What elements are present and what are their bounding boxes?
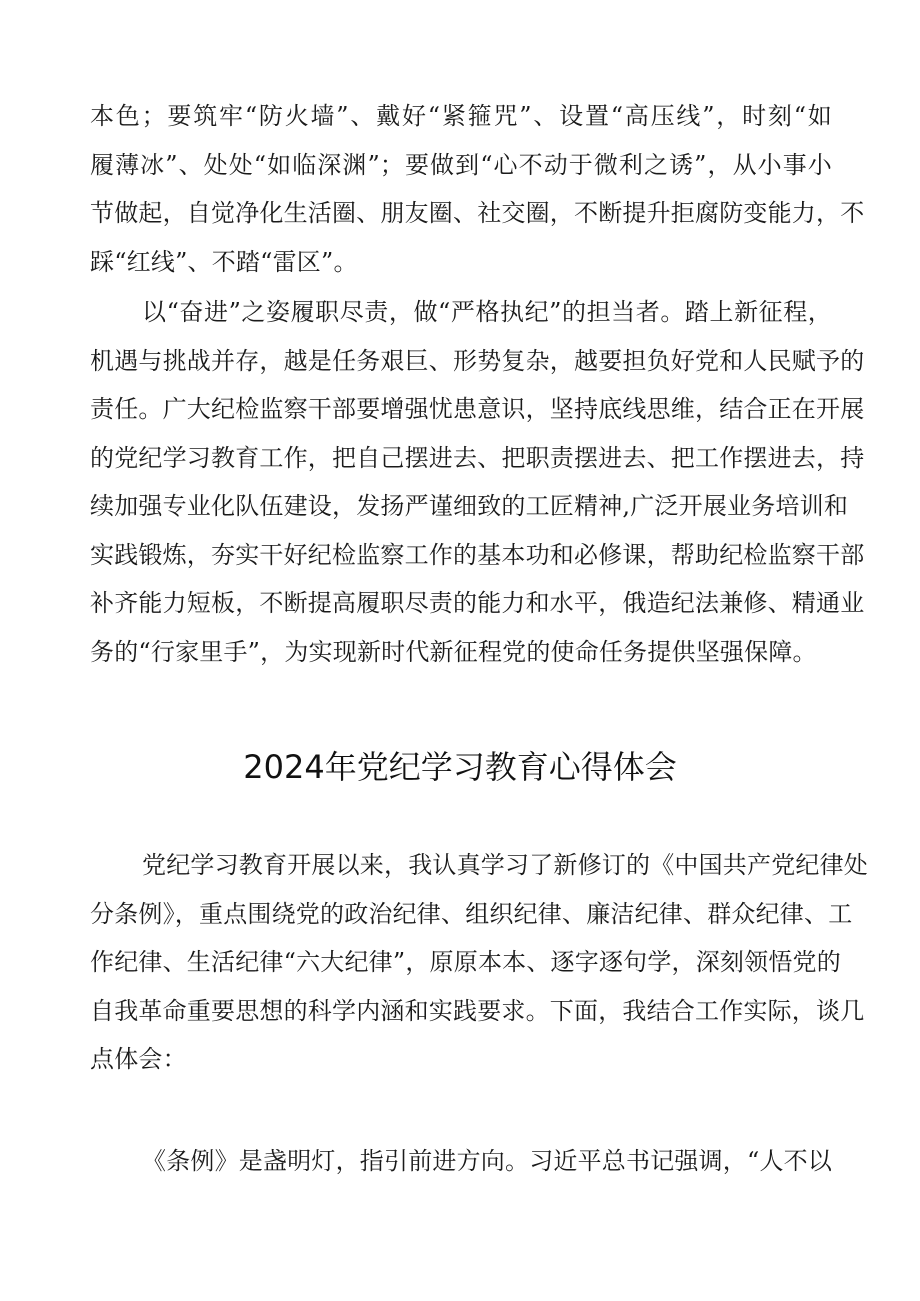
paragraph-line: 分条例》，重点围绕党的政治纪律、组织纪律、廉洁纪律、群众纪律、工 bbox=[90, 899, 853, 928]
paragraph-line: 《条例》是盏明灯，指引前进方向。习近平总书记强调，“人不以 bbox=[142, 1147, 833, 1175]
paragraph-line: 本色；要筑牢“防火墙”、戴好“紧箍咒”、设置“高压线”，时刻“如 bbox=[90, 102, 832, 130]
paragraph-line: 点体会： bbox=[90, 1045, 187, 1073]
paragraph-line: 节做起，自觉净化生活圈、朋友圈、社交圈，不断提升拒腐防变能力，不 bbox=[90, 199, 865, 227]
paragraph-1 bbox=[90, 92, 865, 286]
paragraph-line: 的党纪学习教育工作，把自己摆进去、把职责摆进去、把工作摆进去，持 bbox=[90, 443, 865, 472]
paragraph-line: 踩“红线”、不踏“雷区”。 bbox=[90, 247, 358, 276]
document-title: 2024年党纪学习教育心得体会 bbox=[243, 748, 677, 786]
paragraph-line: 责任。广大纪检监察干部要增强忧患意识，坚持底线思维，结合正在开展 bbox=[90, 395, 865, 423]
paragraph-line: 以“奋进”之姿履职尽责，做“严格执纪”的担当者。踏上新征程， bbox=[142, 298, 832, 326]
paragraph-line: 机遇与挑战并存，越是任务艰巨、形势复杂，越要担负好党和人民赋予的 bbox=[90, 346, 865, 375]
paragraph-line: 作纪律、生活纪律“六大纪律”，原原本本、逐字逐句学，深刻领悟党的 bbox=[90, 948, 841, 976]
paragraph-line: 自我革命重要思想的科学内涵和实践要求。下面，我结合工作实际，谈几 bbox=[90, 996, 865, 1025]
paragraph-line: 履薄冰”、处处“如临深渊”；要做到“心不动于微利之诱”，从小事小 bbox=[90, 150, 832, 179]
paragraph-line: 实践锻炼，夯实干好纪检监察工作的基本功和必修课，帮助纪检监察干部 bbox=[90, 540, 865, 569]
paragraph-line: 补齐能力短板，不断提高履职尽责的能力和水平，俄造纪法兼修、精通业 bbox=[90, 589, 865, 617]
paragraph-3 bbox=[90, 841, 868, 1084]
paragraph-2 bbox=[90, 288, 865, 676]
paragraph-line: 务的“行家里手”，为实现新时代新征程党的使命任务提供坚强保障。 bbox=[90, 637, 817, 666]
paragraph-line: 党纪学习教育开展以来，我认真学习了新修订的《中国共产党纪律处 bbox=[142, 851, 868, 879]
paragraph-4 bbox=[90, 1137, 832, 1186]
paragraph-line: 续加强专业化队伍建设，发扬严谨细致的工匠精神,广泛开展业务培训和 bbox=[90, 492, 849, 520]
